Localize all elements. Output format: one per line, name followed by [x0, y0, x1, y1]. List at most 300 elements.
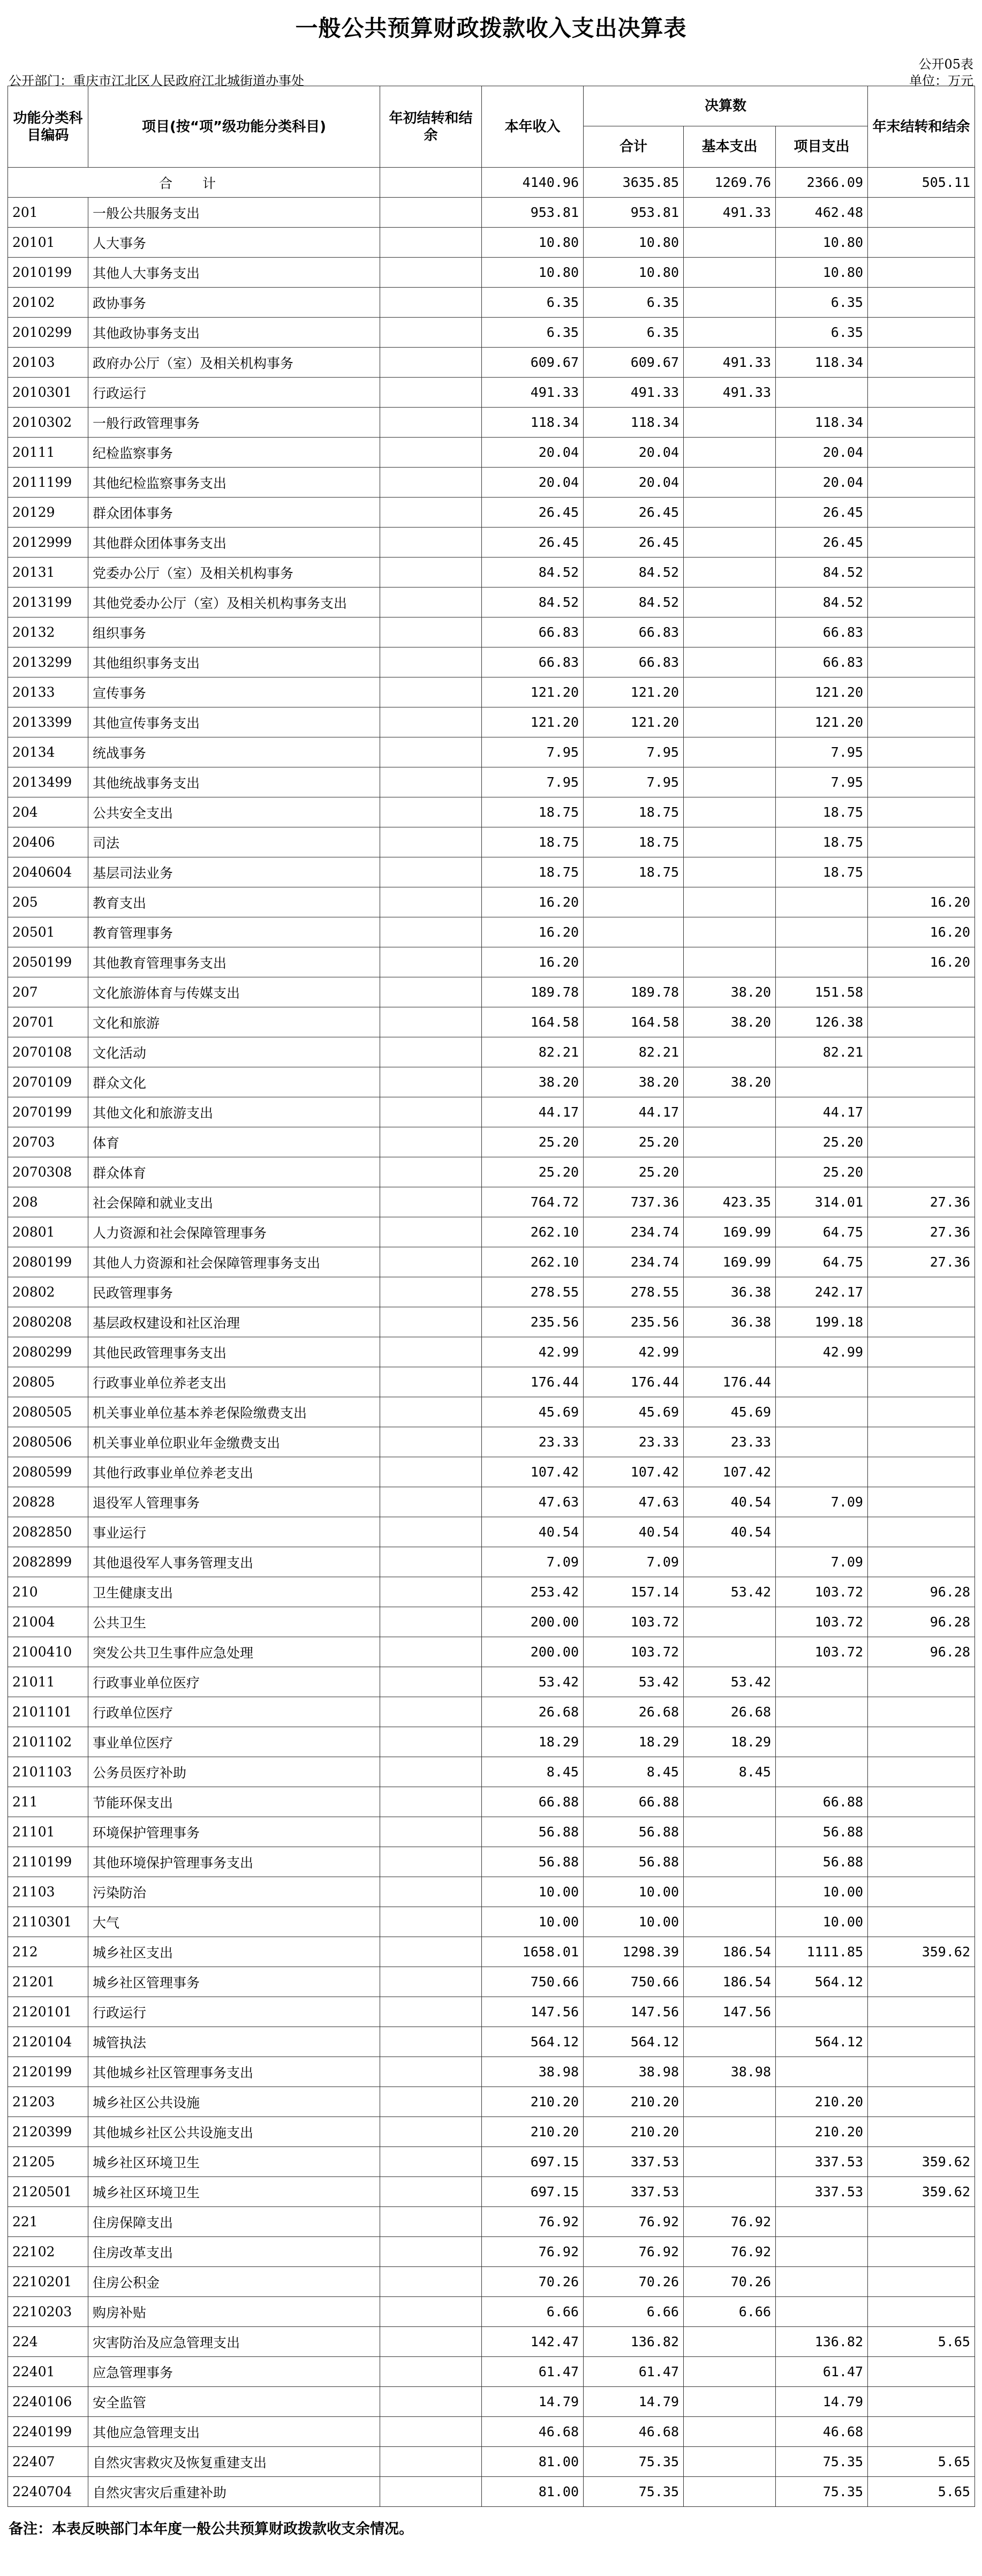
cell-total: 18.75: [584, 857, 684, 887]
cell-name: 住房保障支出: [88, 2207, 380, 2237]
table-row: [8, 647, 975, 677]
cell-project: [776, 1457, 868, 1487]
cell-code: 20701: [8, 1007, 88, 1037]
cell-code: 2010301: [8, 378, 88, 408]
cell-end: [868, 318, 975, 348]
cell-project: 82.21: [776, 1037, 868, 1067]
cell-name: 节能环保支出: [88, 1787, 380, 1817]
cell-income: 147.56: [482, 1997, 584, 2027]
form-code: 公开05表: [918, 57, 973, 72]
cell-begin: [380, 1907, 482, 1937]
table-row: [8, 1697, 975, 1727]
cell-basic: 186.54: [684, 1967, 776, 1997]
cell-basic: [684, 498, 776, 528]
cell-total: 118.34: [584, 408, 684, 438]
cell-begin: [380, 2417, 482, 2447]
cell-name: 机关事业单位职业年金缴费支出: [88, 1427, 380, 1457]
cell-project: [776, 1757, 868, 1787]
cell-income: 18.75: [482, 797, 584, 827]
table-row: [8, 1607, 975, 1637]
cell-total: 10.80: [584, 258, 684, 288]
cell-income: 26.45: [482, 528, 584, 558]
cell-end: [868, 1307, 975, 1337]
cell-basic: [684, 528, 776, 558]
table-row: [8, 827, 975, 857]
table-row: [8, 947, 975, 977]
table-row: [8, 1907, 975, 1937]
cell-name: 其他城乡社区管理事务支出: [88, 2057, 380, 2087]
cell-basic: [684, 288, 776, 318]
cell-begin: [380, 2387, 482, 2417]
cell-project: 6.35: [776, 288, 868, 318]
cell-total: 42.99: [584, 1337, 684, 1367]
cell-code: 20131: [8, 558, 88, 587]
cell-code: 2040604: [8, 857, 88, 887]
cell-total: [584, 887, 684, 917]
cell-end: [868, 1907, 975, 1937]
header-end: 年末结转和结余: [868, 86, 975, 168]
cell-income: 84.52: [482, 558, 584, 587]
table-row: [8, 1997, 975, 2027]
cell-basic: [684, 318, 776, 348]
cell-code: 22407: [8, 2447, 88, 2477]
cell-begin: [380, 2297, 482, 2327]
cell-basic: [684, 587, 776, 617]
cell-begin: [380, 498, 482, 528]
cell-income: 10.80: [482, 258, 584, 288]
cell-basic: 76.92: [684, 2207, 776, 2237]
cell-total: 278.55: [584, 1277, 684, 1307]
cell-basic: 36.38: [684, 1307, 776, 1337]
cell-code: 2070199: [8, 1097, 88, 1127]
table-row: [8, 2357, 975, 2387]
cell-basic: 53.42: [684, 1577, 776, 1607]
cell-begin: [380, 1367, 482, 1397]
cell-begin: [380, 1157, 482, 1187]
cell-project: [776, 1727, 868, 1757]
cell-code: 2013399: [8, 707, 88, 737]
cell-end: [868, 617, 975, 647]
cell-basic: [684, 917, 776, 947]
cell-end: 27.36: [868, 1247, 975, 1277]
cell-end: [868, 438, 975, 468]
cell-basic: [684, 258, 776, 288]
table-row: [8, 2387, 975, 2417]
cell-total: 121.20: [584, 707, 684, 737]
cell-end: [868, 1397, 975, 1427]
cell-basic: [684, 1907, 776, 1937]
cell-code: 20801: [8, 1217, 88, 1247]
cell-name: 退役军人管理事务: [88, 1487, 380, 1517]
cell-code: 2240704: [8, 2477, 88, 2507]
table-row: [8, 1517, 975, 1547]
cell-income: 609.67: [482, 348, 584, 378]
cell-begin: [380, 677, 482, 707]
cell-income: 16.20: [482, 917, 584, 947]
cell-total: 953.81: [584, 198, 684, 228]
cell-total: 18.75: [584, 827, 684, 857]
cell-begin: [380, 1277, 482, 1307]
cell-total: 44.17: [584, 1097, 684, 1127]
cell-basic: [684, 1877, 776, 1907]
cell-code: 2082899: [8, 1547, 88, 1577]
cell-basic: [684, 2087, 776, 2117]
total-label: 合 计: [8, 168, 380, 198]
cell-code: 2082850: [8, 1517, 88, 1547]
table-row: [8, 617, 975, 647]
cell-project: [776, 1427, 868, 1457]
cell-name: 安全监管: [88, 2387, 380, 2417]
cell-begin: [380, 1757, 482, 1787]
table-header: [8, 86, 975, 168]
table-row: [8, 1037, 975, 1067]
cell-basic: 38.98: [684, 2057, 776, 2087]
header-total: 合计: [584, 126, 684, 168]
cell-name: 公共安全支出: [88, 797, 380, 827]
cell-code: 20133: [8, 677, 88, 707]
table-row: [8, 1277, 975, 1307]
cell-code: 207: [8, 977, 88, 1007]
cell-total: 189.78: [584, 977, 684, 1007]
cell-code: 2080506: [8, 1427, 88, 1457]
cell-income: 953.81: [482, 198, 584, 228]
cell-end: [868, 1997, 975, 2027]
cell-code: 21101: [8, 1817, 88, 1847]
cell-code: 20805: [8, 1367, 88, 1397]
cell-name: 其他文化和旅游支出: [88, 1097, 380, 1127]
cell-end: 359.62: [868, 1937, 975, 1967]
cell-total: 157.14: [584, 1577, 684, 1607]
cell-code: 2010299: [8, 318, 88, 348]
cell-begin: [380, 558, 482, 587]
cell-code: 205: [8, 887, 88, 917]
cell-end: [868, 857, 975, 887]
cell-begin: [380, 228, 482, 258]
cell-basic: [684, 2177, 776, 2207]
cell-end: [868, 2267, 975, 2297]
cell-income: 81.00: [482, 2447, 584, 2477]
cell-end: [868, 827, 975, 857]
cell-code: 21004: [8, 1607, 88, 1637]
cell-end: [868, 677, 975, 707]
cell-code: 2070108: [8, 1037, 88, 1067]
cell-income: 38.98: [482, 2057, 584, 2087]
cell-basic: [684, 857, 776, 887]
cell-begin: [380, 857, 482, 887]
cell-total: 609.67: [584, 348, 684, 378]
cell-code: 20132: [8, 617, 88, 647]
cell-total: 76.92: [584, 2237, 684, 2267]
cell-name: 城乡社区支出: [88, 1937, 380, 1967]
cell-total: 66.88: [584, 1787, 684, 1817]
cell-income: 26.45: [482, 498, 584, 528]
cell-begin: [380, 528, 482, 558]
cell-income: 1658.01: [482, 1937, 584, 1967]
cell-begin: [380, 1247, 482, 1277]
cell-begin: [380, 1937, 482, 1967]
cell-end: 96.28: [868, 1577, 975, 1607]
budget-table: [7, 86, 975, 2507]
cell-total: 750.66: [584, 1967, 684, 1997]
cell-total: 10.00: [584, 1877, 684, 1907]
cell-end: [868, 2087, 975, 2117]
cell-basic: 23.33: [684, 1427, 776, 1457]
cell-code: 2120104: [8, 2027, 88, 2057]
cell-basic: [684, 1607, 776, 1637]
cell-project: 337.53: [776, 2177, 868, 2207]
total-project: 2366.09: [776, 168, 868, 198]
cell-name: 城乡社区环境卫生: [88, 2177, 380, 2207]
cell-total: 164.58: [584, 1007, 684, 1037]
cell-total: 10.80: [584, 228, 684, 258]
cell-code: 20828: [8, 1487, 88, 1517]
cell-basic: 169.99: [684, 1217, 776, 1247]
cell-begin: [380, 1727, 482, 1757]
cell-end: 96.28: [868, 1607, 975, 1637]
cell-name: 住房公积金: [88, 2267, 380, 2297]
table-row: [8, 438, 975, 468]
cell-name: 群众团体事务: [88, 498, 380, 528]
table-row: [8, 1847, 975, 1877]
cell-total: 107.42: [584, 1457, 684, 1487]
cell-end: [868, 1877, 975, 1907]
cell-income: 164.58: [482, 1007, 584, 1037]
cell-basic: [684, 558, 776, 587]
cell-basic: [684, 2327, 776, 2357]
cell-code: 211: [8, 1787, 88, 1817]
cell-project: 64.75: [776, 1247, 868, 1277]
cell-income: 84.52: [482, 587, 584, 617]
cell-project: 84.52: [776, 587, 868, 617]
cell-income: 121.20: [482, 707, 584, 737]
cell-total: 14.79: [584, 2387, 684, 2417]
cell-basic: 53.42: [684, 1667, 776, 1697]
cell-begin: [380, 1457, 482, 1487]
cell-income: 210.20: [482, 2087, 584, 2117]
cell-income: 20.04: [482, 468, 584, 498]
cell-income: 81.00: [482, 2477, 584, 2507]
cell-total: 84.52: [584, 558, 684, 587]
cell-total: 210.20: [584, 2117, 684, 2147]
table-row: [8, 797, 975, 827]
cell-name: 其他行政事业单位养老支出: [88, 1457, 380, 1487]
cell-total: 103.72: [584, 1637, 684, 1667]
cell-begin: [380, 1487, 482, 1517]
cell-basic: [684, 617, 776, 647]
cell-basic: [684, 797, 776, 827]
cell-total: 66.83: [584, 617, 684, 647]
cell-begin: [380, 198, 482, 228]
cell-total: 20.04: [584, 438, 684, 468]
cell-begin: [380, 1967, 482, 1997]
cell-total: [584, 947, 684, 977]
cell-income: 6.35: [482, 318, 584, 348]
cell-income: 47.63: [482, 1487, 584, 1517]
cell-basic: 70.26: [684, 2267, 776, 2297]
cell-code: 2120101: [8, 1997, 88, 2027]
cell-total: 491.33: [584, 378, 684, 408]
cell-end: 359.62: [868, 2147, 975, 2177]
cell-income: 25.20: [482, 1127, 584, 1157]
cell-name: 城乡社区公共设施: [88, 2087, 380, 2117]
cell-code: 2100410: [8, 1637, 88, 1667]
cell-total: 176.44: [584, 1367, 684, 1397]
cell-project: 66.88: [776, 1787, 868, 1817]
cell-name: 其他纪检监察事务支出: [88, 468, 380, 498]
cell-basic: 38.20: [684, 1007, 776, 1037]
cell-begin: [380, 1307, 482, 1337]
cell-total: 40.54: [584, 1517, 684, 1547]
cell-project: 10.00: [776, 1907, 868, 1937]
table-row: [8, 2027, 975, 2057]
cell-basic: [684, 2477, 776, 2507]
cell-code: 2110301: [8, 1907, 88, 1937]
footnote: 备注：本表反映部门本年度一般公共预算财政拨款收支余情况。: [9, 2521, 413, 2537]
cell-project: 103.72: [776, 1577, 868, 1607]
table-row: [8, 1427, 975, 1457]
cell-total: 47.63: [584, 1487, 684, 1517]
table-row: [8, 408, 975, 438]
cell-total: 210.20: [584, 2087, 684, 2117]
cell-basic: [684, 707, 776, 737]
cell-income: 76.92: [482, 2237, 584, 2267]
cell-code: 20802: [8, 1277, 88, 1307]
cell-basic: 8.45: [684, 1757, 776, 1787]
cell-project: [776, 917, 868, 947]
cell-name: 群众文化: [88, 1067, 380, 1097]
cell-code: 221: [8, 2207, 88, 2237]
cell-basic: [684, 767, 776, 797]
cell-income: 82.21: [482, 1037, 584, 1067]
cell-basic: [684, 1337, 776, 1367]
cell-end: [868, 707, 975, 737]
table-row: [8, 1067, 975, 1097]
cell-end: [868, 1127, 975, 1157]
cell-income: 564.12: [482, 2027, 584, 2057]
cell-income: 200.00: [482, 1637, 584, 1667]
cell-project: [776, 2267, 868, 2297]
cell-name: 人大事务: [88, 228, 380, 258]
cell-total: 38.98: [584, 2057, 684, 2087]
cell-total: 234.74: [584, 1247, 684, 1277]
cell-begin: [380, 2027, 482, 2057]
cell-name: 大气: [88, 1907, 380, 1937]
cell-end: [868, 1847, 975, 1877]
table-row: [8, 1667, 975, 1697]
cell-income: 70.26: [482, 2267, 584, 2297]
cell-income: 10.00: [482, 1907, 584, 1937]
cell-project: [776, 2057, 868, 2087]
cell-project: 44.17: [776, 1097, 868, 1127]
cell-total: 53.42: [584, 1667, 684, 1697]
cell-name: 统战事务: [88, 737, 380, 767]
cell-code: 2013499: [8, 767, 88, 797]
cell-project: 75.35: [776, 2477, 868, 2507]
cell-project: 75.35: [776, 2447, 868, 2477]
cell-income: 200.00: [482, 1607, 584, 1637]
cell-name: 基层司法业务: [88, 857, 380, 887]
cell-end: [868, 2387, 975, 2417]
table-row: [8, 887, 975, 917]
cell-code: 2240106: [8, 2387, 88, 2417]
cell-basic: [684, 1037, 776, 1067]
cell-project: 20.04: [776, 438, 868, 468]
cell-begin: [380, 647, 482, 677]
cell-name: 文化旅游体育与传媒支出: [88, 977, 380, 1007]
cell-income: 44.17: [482, 1097, 584, 1127]
table-row: [8, 1217, 975, 1247]
header-project: 项目支出: [776, 126, 868, 168]
table-row: [8, 1817, 975, 1847]
cell-total: 45.69: [584, 1397, 684, 1427]
cell-name: 突发公共卫生事件应急处理: [88, 1637, 380, 1667]
cell-code: 2012999: [8, 528, 88, 558]
cell-end: [868, 1487, 975, 1517]
cell-end: [868, 1067, 975, 1097]
table-row: [8, 498, 975, 528]
cell-code: 204: [8, 797, 88, 827]
cell-begin: [380, 1577, 482, 1607]
header-name: 项目(按“项”级功能分类科目): [88, 86, 380, 168]
department-line: 公开部门：重庆市江北区人民政府江北城街道办事处: [9, 73, 304, 88]
table-row: [8, 318, 975, 348]
cell-end: 359.62: [868, 2177, 975, 2207]
cell-end: [868, 1337, 975, 1367]
cell-basic: 26.68: [684, 1697, 776, 1727]
cell-begin: [380, 1397, 482, 1427]
cell-code: 20703: [8, 1127, 88, 1157]
cell-end: [868, 558, 975, 587]
cell-code: 21203: [8, 2087, 88, 2117]
cell-end: 96.28: [868, 1637, 975, 1667]
cell-end: [868, 1547, 975, 1577]
cell-end: [868, 737, 975, 767]
cell-name: 住房改革支出: [88, 2237, 380, 2267]
cell-end: [868, 1757, 975, 1787]
cell-basic: [684, 2447, 776, 2477]
cell-end: [868, 767, 975, 797]
cell-name: 政协事务: [88, 288, 380, 318]
header-begin: 年初结转和结余: [380, 86, 482, 168]
cell-income: 56.88: [482, 1817, 584, 1847]
cell-code: 2120199: [8, 2057, 88, 2087]
cell-name: 卫生健康支出: [88, 1577, 380, 1607]
cell-project: [776, 1697, 868, 1727]
cell-end: [868, 1457, 975, 1487]
total-income: 4140.96: [482, 168, 584, 198]
table-row: [8, 677, 975, 707]
cell-end: [868, 228, 975, 258]
table-row: [8, 1127, 975, 1157]
cell-income: 25.20: [482, 1157, 584, 1187]
cell-income: 18.75: [482, 827, 584, 857]
cell-code: 22401: [8, 2357, 88, 2387]
cell-income: 16.20: [482, 947, 584, 977]
cell-total: 26.45: [584, 498, 684, 528]
cell-end: [868, 647, 975, 677]
cell-name: 城乡社区管理事务: [88, 1967, 380, 1997]
cell-total: 25.20: [584, 1157, 684, 1187]
cell-end: [868, 2357, 975, 2387]
table-row: [8, 707, 975, 737]
cell-total: 6.66: [584, 2297, 684, 2327]
cell-begin: [380, 1667, 482, 1697]
cell-name: 基层政权建设和社区治理: [88, 1307, 380, 1337]
cell-code: 2110199: [8, 1847, 88, 1877]
cell-project: [776, 378, 868, 408]
cell-name: 其他环境保护管理事务支出: [88, 1847, 380, 1877]
cell-code: 2080199: [8, 1247, 88, 1277]
